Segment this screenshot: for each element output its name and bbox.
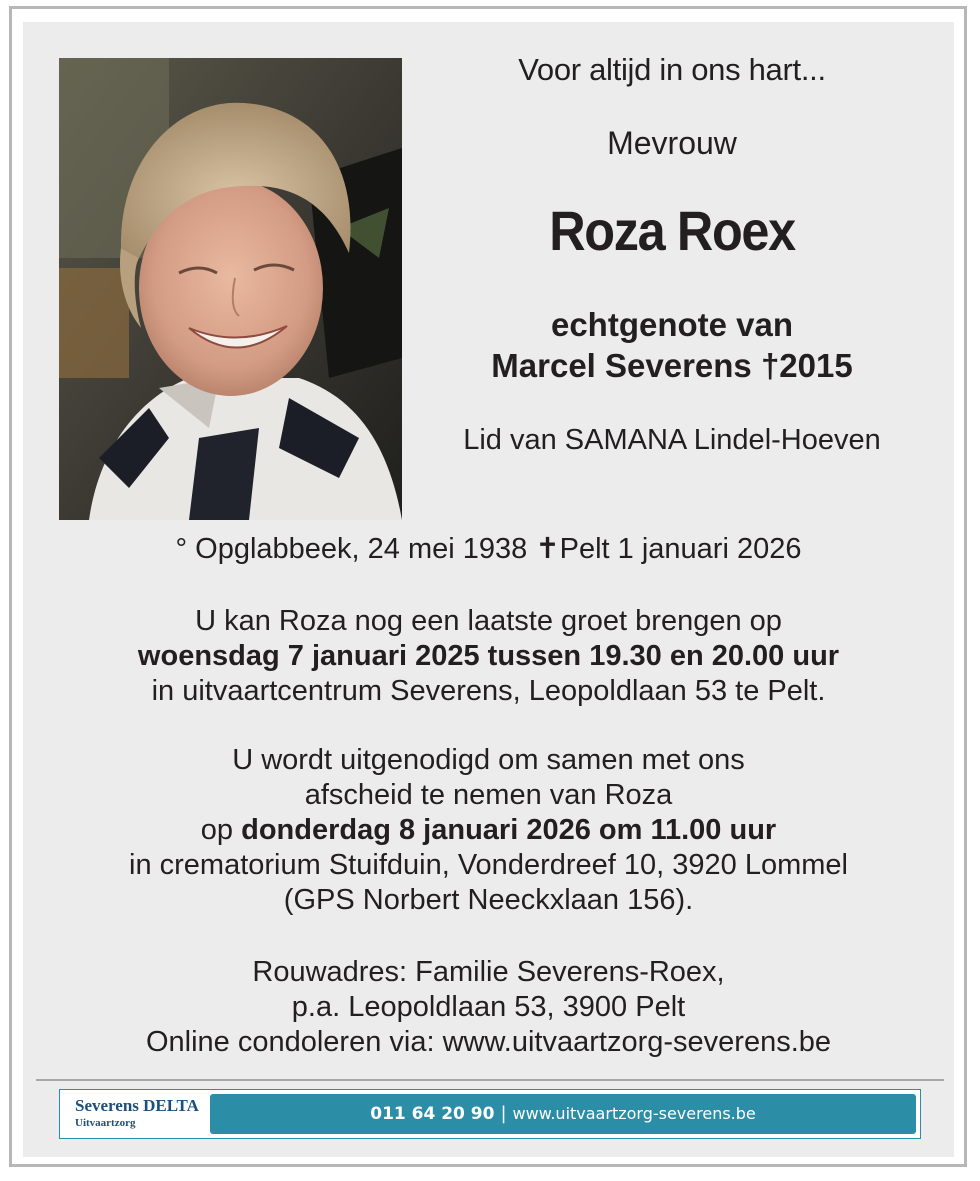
contact-block (23, 955, 954, 1060)
mourning-address-street: p.a. Leopoldlaan 53, 3900 Pelt (291, 991, 686, 1023)
visitation-datetime: woensdag 7 januari 2025 tussen 19.30 en 20.00 uur (137, 640, 840, 672)
phone-number[interactable]: 011 64 20 90 (370, 1104, 495, 1124)
farewell-invitation: U wordt uitgenodigd om samen met ons (232, 744, 745, 776)
farewell-datetime-line (23, 813, 954, 848)
visitation-line: U kan Roza nog een laatste groet brengen op (195, 605, 782, 637)
salutation: Mevrouw (607, 125, 737, 161)
portrait-photo (59, 58, 402, 520)
funeral-home-logo (75, 1096, 199, 1129)
website-link[interactable]: www.uitvaartzorg-severens.be (512, 1104, 756, 1123)
spouse-label: echtgenote van (550, 306, 794, 343)
motto: Voor altijd in ons hart... (518, 52, 826, 87)
spouse-name: Marcel Severens †2015 (491, 347, 853, 384)
membership: Lid van SAMANA Lindel-Hoeven (463, 424, 881, 456)
farewell-subject: afscheid te nemen van Roza (304, 779, 673, 811)
farewell-block (23, 743, 954, 918)
separator: | (500, 1103, 507, 1124)
visitation-block (23, 604, 954, 709)
contact-band (210, 1094, 916, 1134)
visitation-location: in uitvaartcentrum Severens, Leopoldlaan 53 te Pelt. (151, 675, 826, 707)
online-condolence: Online condoleren via: www.uitvaartzorg-severens.be (145, 1026, 832, 1058)
mourning-address-line: Rouwadres: Familie Severens-Roex, (252, 956, 725, 988)
birth-death-line: ° Opglabbeek, 24 mei 1938 ✝Pelt 1 januari 2026 (175, 533, 802, 565)
deceased-name: Roza Roex (549, 199, 795, 262)
brand-name: Severens DELTA (75, 1096, 199, 1115)
brand-subtitle: Uitvaartzorg (75, 1117, 136, 1129)
farewell-prefix: op (200, 814, 242, 846)
footer-divider (36, 1079, 944, 1081)
funeral-home-footer (59, 1089, 921, 1139)
farewell-gps: (GPS Norbert Neeckxlaan 156). (283, 884, 694, 916)
farewell-location: in crematorium Stuifduin, Vonderdreef 10, 3920 Lommel (129, 849, 848, 881)
farewell-datetime: donderdag 8 januari 2026 om 11.00 uur (241, 814, 777, 846)
